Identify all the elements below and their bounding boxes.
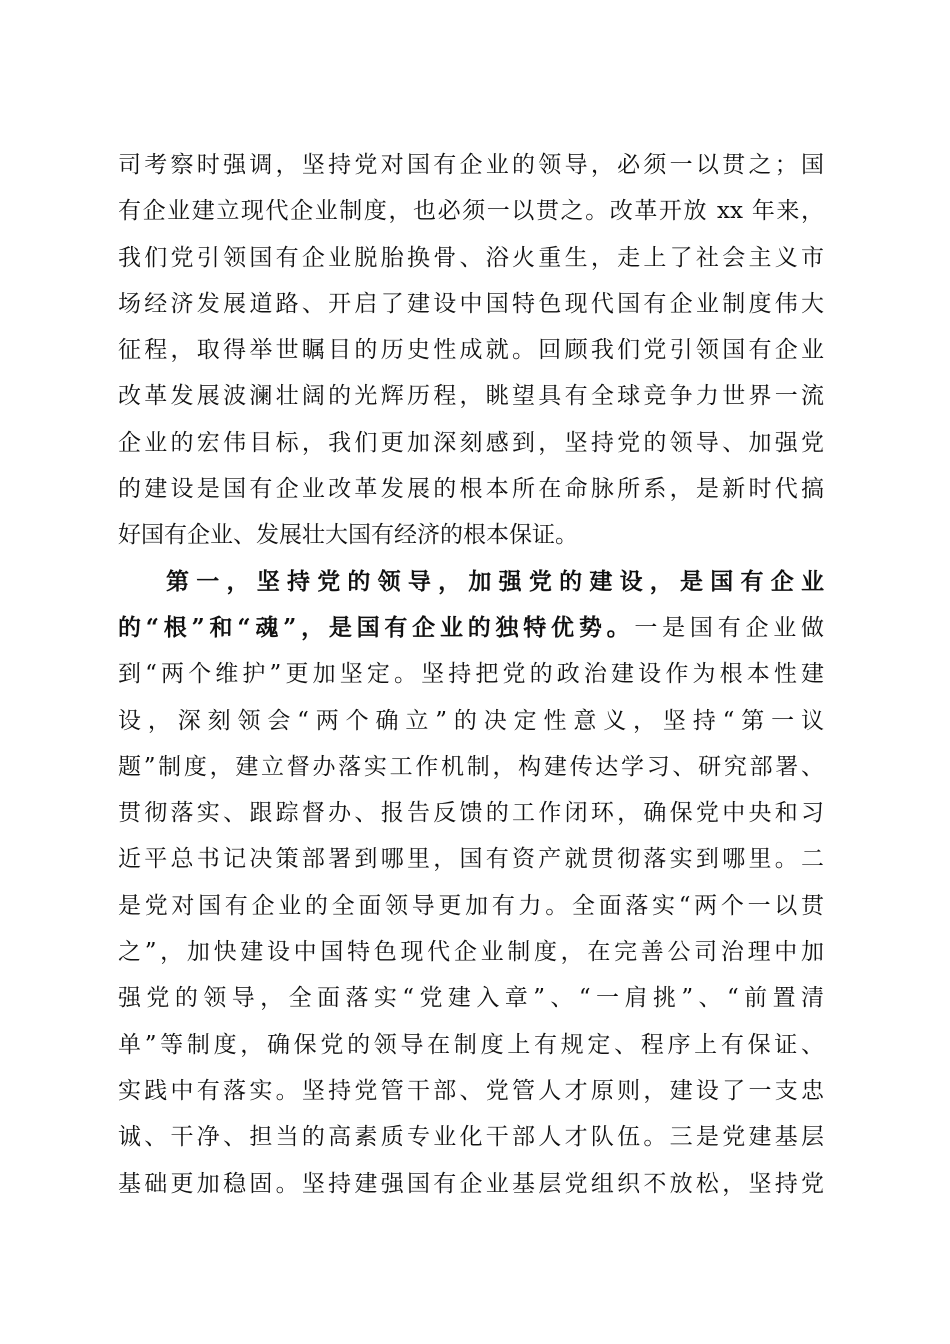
text-line: 是党对国有企业的全面领导更加有力。全面落实“两个一以贯 [118,892,824,919]
text-line: 强党的领导，全面落实“党建入章”、“一肩挑”、“前置清 [118,985,824,1012]
text-line: 诚、干净、担当的高素质专业化干部人才队伍。三是党建基层 [118,1124,824,1151]
text-line: 基础更加稳固。坚持建强国有企业基层党组织不放松，坚持党 [118,1170,824,1197]
text-line: 之”，加快建设中国特色现代企业制度，在完善公司治理中加 [118,939,824,966]
text-line: 改革发展波澜壮阔的光辉历程，眺望具有全球竞争力世界一流 [118,383,824,410]
text-line: 题”制度，建立督办落实工作机制，构建传达学习、研究部署、 [118,753,824,780]
text-line: 征程，取得举世瞩目的历史性成就。回顾我们党引领国有企业 [118,337,824,364]
section-heading-line: 第一，坚持党的领导，加强党的建设，是国有企业 [166,567,824,595]
text-line: 单”等制度，确保党的领导在制度上有规定、程序上有保证、 [118,1031,824,1058]
section-heading-text: 的“根”和“魂”，是国有企业的独特优势。 [118,613,635,641]
text-run: 一是国有企业做 [634,614,825,641]
text-line: 设，深刻领会“两个确立”的决定性意义，坚持“第一议 [118,707,824,734]
text-line: 贯彻落实、跟踪督办、报告反馈的工作闭环，确保党中央和习 [118,800,824,827]
body-text [118,142,824,1207]
text-line: 近平总书记决策部署到哪里，国有资产就贯彻落实到哪里。二 [118,846,824,873]
text-line: 有企业建立现代企业制度，也必须一以贯之。改革开放 xx 年来， [118,198,824,225]
text-line: 场经济发展道路、开启了建设中国特色现代国有企业制度伟大 [118,290,824,317]
text-line: 司考察时强调，坚持党对国有企业的领导，必须一以贯之；国 [118,152,824,178]
text-line: 的建设是国有企业改革发展的根本所在命脉所系，是新时代搞 [118,476,824,503]
text-line: 我们党引领国有企业脱胎换骨、浴火重生，走上了社会主义市 [118,244,824,271]
text-line: 到“两个维护”更加坚定。坚持把党的政治建设作为根本性建 [118,661,824,688]
text-line: 企业的宏伟目标，我们更加深刻感到，坚持党的领导、加强党 [118,429,824,456]
text-line [118,605,824,651]
text-line: 好国有企业、发展壮大国有经济的根本保证。 [118,522,578,549]
text-line: 实践中有落实。坚持党管干部、党管人才原则，建设了一支忠 [118,1077,824,1104]
